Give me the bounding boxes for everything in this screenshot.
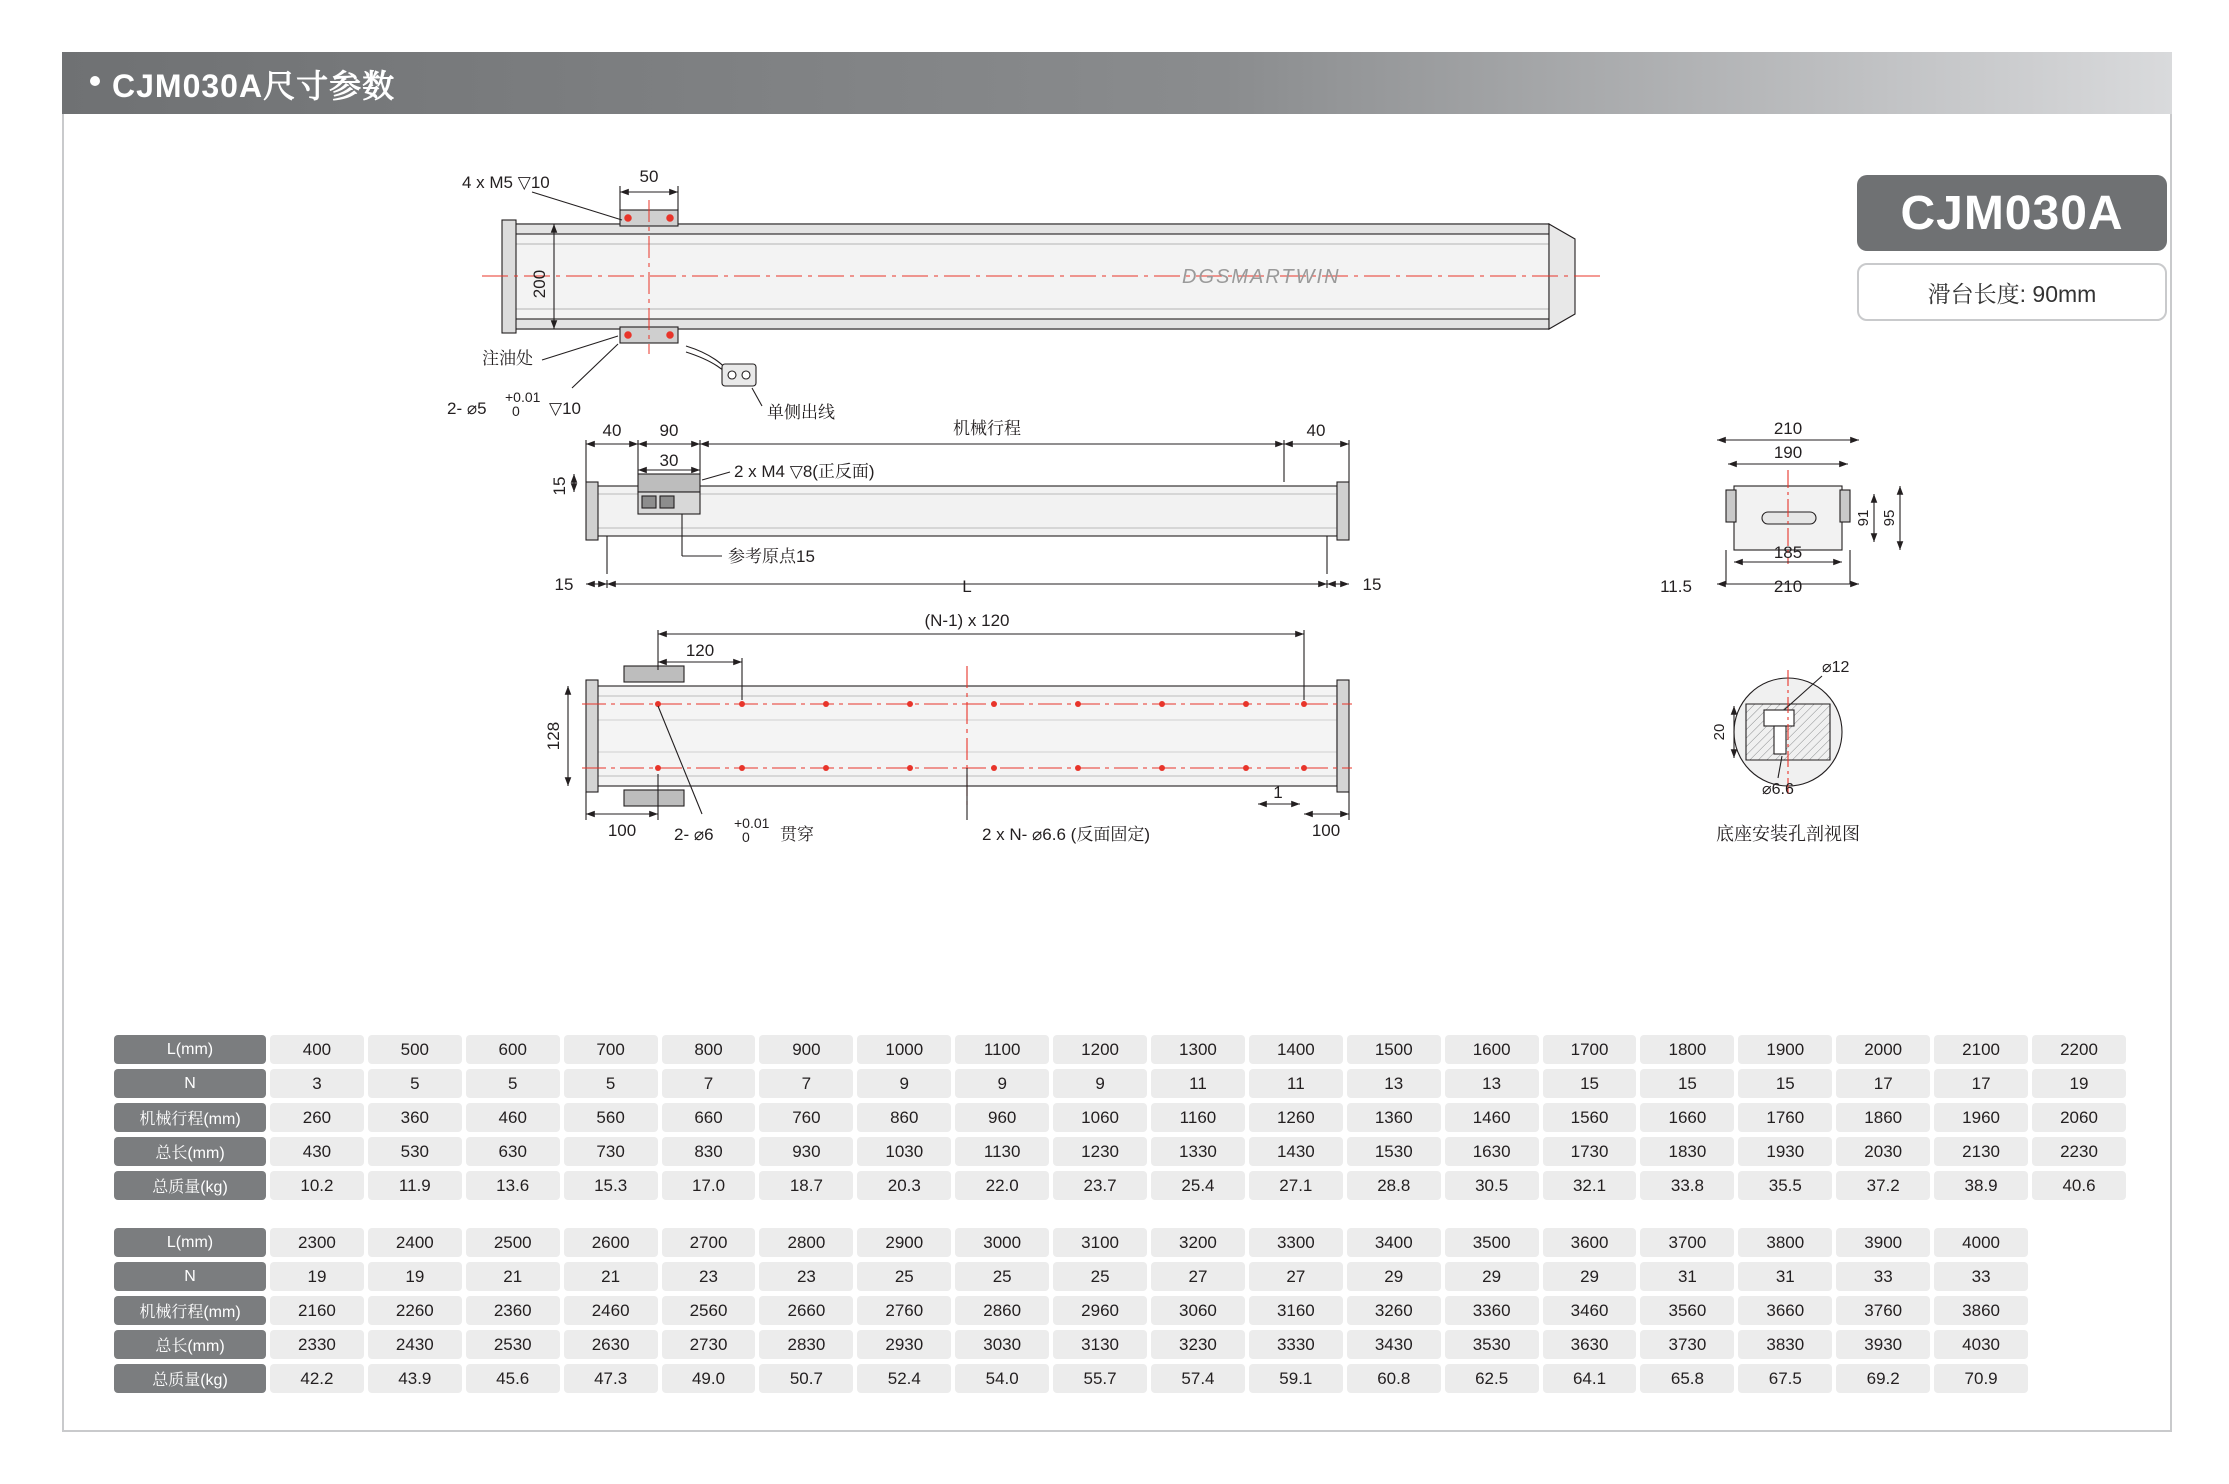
cell: 1030 bbox=[857, 1137, 951, 1166]
dowel-depth: ▽10 bbox=[549, 399, 581, 418]
top-view bbox=[447, 167, 1602, 422]
cell: 64.1 bbox=[1543, 1364, 1637, 1393]
tap-spec: 2 x M4 ▽8(正反面) bbox=[734, 462, 875, 481]
cell: 18.7 bbox=[759, 1171, 853, 1200]
cell: 1330 bbox=[1151, 1137, 1245, 1166]
slider-length-label: 滑台长度: 90mm bbox=[1927, 280, 2097, 307]
cell: 65.8 bbox=[1640, 1364, 1734, 1393]
pitch-formula: (N-1) x 120 bbox=[924, 611, 1010, 630]
row-header-l: L(mm) bbox=[114, 1035, 266, 1064]
cell: 17 bbox=[1934, 1069, 2028, 1098]
cell: 1700 bbox=[1543, 1035, 1637, 1064]
cell: 560 bbox=[564, 1103, 658, 1132]
cell: 27 bbox=[1151, 1262, 1245, 1291]
cell: 860 bbox=[857, 1103, 951, 1132]
cell: 260 bbox=[270, 1103, 364, 1132]
page-title: CJM030A尺寸参数 bbox=[112, 68, 396, 104]
row-header-n: N bbox=[114, 1262, 266, 1291]
cell: 5 bbox=[466, 1069, 560, 1098]
cell: 31 bbox=[1640, 1262, 1734, 1291]
cell: 2630 bbox=[564, 1330, 658, 1359]
cell: 3160 bbox=[1249, 1296, 1343, 1325]
cell: 45.6 bbox=[466, 1364, 560, 1393]
cell: 900 bbox=[759, 1035, 853, 1064]
cell: 3330 bbox=[1249, 1330, 1343, 1359]
cell: 460 bbox=[466, 1103, 560, 1132]
cell: 2530 bbox=[466, 1330, 560, 1359]
cell: 2660 bbox=[759, 1296, 853, 1325]
pin-tol-lower: 0 bbox=[742, 829, 750, 845]
cell: 13 bbox=[1347, 1069, 1441, 1098]
cell: 9 bbox=[1053, 1069, 1147, 1098]
cell: 38.9 bbox=[1934, 1171, 2028, 1200]
cell: 25 bbox=[1053, 1262, 1147, 1291]
row-header-total-length: 总长(mm) bbox=[114, 1330, 266, 1359]
cell: 2060 bbox=[2032, 1103, 2126, 1132]
cell: 3660 bbox=[1738, 1296, 1832, 1325]
spec-table-1 bbox=[110, 1030, 2130, 1205]
cell: 2460 bbox=[564, 1296, 658, 1325]
cell: 3730 bbox=[1640, 1330, 1734, 1359]
cell: 360 bbox=[368, 1103, 462, 1132]
cell: 11 bbox=[1249, 1069, 1343, 1098]
row-header-mass: 总质量(kg) bbox=[114, 1171, 266, 1200]
cell: 52.4 bbox=[857, 1364, 951, 1393]
cell: 1500 bbox=[1347, 1035, 1441, 1064]
cell: 23 bbox=[759, 1262, 853, 1291]
cell: 3900 bbox=[1836, 1228, 1930, 1257]
section-caption: 底座安装孔剖视图 bbox=[1716, 824, 1860, 844]
cell: 2860 bbox=[955, 1296, 1049, 1325]
cell: 1930 bbox=[1738, 1137, 1832, 1166]
cell: 37.2 bbox=[1836, 1171, 1930, 1200]
cell: 2130 bbox=[1934, 1137, 2028, 1166]
cell: 3100 bbox=[1053, 1228, 1147, 1257]
cell: 400 bbox=[270, 1035, 364, 1064]
cell: 2960 bbox=[1053, 1296, 1147, 1325]
cell: 15.3 bbox=[564, 1171, 658, 1200]
cell: 1530 bbox=[1347, 1137, 1441, 1166]
dim-100-right: 100 bbox=[1311, 821, 1341, 840]
cell: 760 bbox=[759, 1103, 853, 1132]
dim-190: 190 bbox=[1773, 443, 1803, 462]
pin-hole-label: 2- ⌀6 bbox=[674, 825, 714, 844]
cell: 530 bbox=[368, 1137, 462, 1166]
cell: 2700 bbox=[662, 1228, 756, 1257]
oil-port-label: 注油处 bbox=[482, 349, 533, 368]
cell: 1260 bbox=[1249, 1103, 1343, 1132]
spec-tables bbox=[110, 1030, 2130, 1398]
cell: 2260 bbox=[368, 1296, 462, 1325]
pin-through-label: 贯穿 bbox=[780, 825, 814, 844]
table-row bbox=[114, 1330, 2126, 1359]
cell: 1860 bbox=[1836, 1103, 1930, 1132]
cell: 2160 bbox=[270, 1296, 364, 1325]
dim-40-right: 40 bbox=[1306, 421, 1326, 440]
cell: 2200 bbox=[2032, 1035, 2126, 1064]
cell: 1130 bbox=[955, 1137, 1049, 1166]
dim-30: 30 bbox=[659, 451, 679, 470]
cell: 28.8 bbox=[1347, 1171, 1441, 1200]
cell: 1730 bbox=[1543, 1137, 1637, 1166]
cell: 3300 bbox=[1249, 1228, 1343, 1257]
cell: 3800 bbox=[1738, 1228, 1832, 1257]
dim-15-bottom-right: 15 bbox=[1362, 575, 1382, 594]
dim-15-bottom-left: 15 bbox=[554, 575, 574, 594]
table-row bbox=[114, 1171, 2126, 1200]
cell: 11 bbox=[1151, 1069, 1245, 1098]
cell: 600 bbox=[466, 1035, 560, 1064]
cell: 1430 bbox=[1249, 1137, 1343, 1166]
cell: 25 bbox=[955, 1262, 1049, 1291]
cell: 13.6 bbox=[466, 1171, 560, 1200]
cell: 500 bbox=[368, 1035, 462, 1064]
cell: 4030 bbox=[1934, 1330, 2028, 1359]
cell: 1460 bbox=[1445, 1103, 1539, 1132]
dia-6-6: ⌀6.6 bbox=[1762, 781, 1794, 798]
cell: 17.0 bbox=[662, 1171, 756, 1200]
front-view bbox=[550, 419, 1381, 596]
cell: 29 bbox=[1543, 1262, 1637, 1291]
dim-90: 90 bbox=[659, 421, 679, 440]
cell: 23.7 bbox=[1053, 1171, 1147, 1200]
table-row bbox=[114, 1296, 2126, 1325]
row-header-mass: 总质量(kg) bbox=[114, 1364, 266, 1393]
cell: 2730 bbox=[662, 1330, 756, 1359]
cell: 2560 bbox=[662, 1296, 756, 1325]
dim-95: 95 bbox=[1881, 509, 1898, 527]
cell: 50.7 bbox=[759, 1364, 853, 1393]
cell: 47.3 bbox=[564, 1364, 658, 1393]
cell: 730 bbox=[564, 1137, 658, 1166]
cell: 33 bbox=[1836, 1262, 1930, 1291]
stroke-label: 机械行程 bbox=[953, 419, 1021, 438]
cell: 2900 bbox=[857, 1228, 951, 1257]
cell: 1660 bbox=[1640, 1103, 1734, 1132]
cell: 29 bbox=[1445, 1262, 1539, 1291]
table-row bbox=[114, 1364, 2126, 1393]
section-header bbox=[62, 52, 2172, 114]
row-header-total-length: 总长(mm) bbox=[114, 1137, 266, 1166]
cell: 59.1 bbox=[1249, 1364, 1343, 1393]
cell: 7 bbox=[759, 1069, 853, 1098]
spec-table-2 bbox=[110, 1223, 2130, 1398]
cell: 830 bbox=[662, 1137, 756, 1166]
dim-11-5: 11.5 bbox=[1660, 577, 1692, 596]
dim-1: 1 bbox=[1273, 783, 1283, 802]
cell-empty bbox=[2032, 1330, 2126, 1359]
cell: 2100 bbox=[1934, 1035, 2028, 1064]
row-header-l: L(mm) bbox=[114, 1228, 266, 1257]
cell: 19 bbox=[2032, 1069, 2126, 1098]
cell: 22.0 bbox=[955, 1171, 1049, 1200]
cell: 2800 bbox=[759, 1228, 853, 1257]
cell: 1600 bbox=[1445, 1035, 1539, 1064]
cell: 27.1 bbox=[1249, 1171, 1343, 1200]
cell: 2330 bbox=[270, 1330, 364, 1359]
cell: 3460 bbox=[1543, 1296, 1637, 1325]
section-view bbox=[1711, 659, 1860, 844]
table-row bbox=[114, 1069, 2126, 1098]
cell: 23 bbox=[662, 1262, 756, 1291]
cell: 31 bbox=[1738, 1262, 1832, 1291]
cell: 3560 bbox=[1640, 1296, 1734, 1325]
cell: 2400 bbox=[368, 1228, 462, 1257]
cell: 54.0 bbox=[955, 1364, 1049, 1393]
cell: 3760 bbox=[1836, 1296, 1930, 1325]
cell: 25.4 bbox=[1151, 1171, 1245, 1200]
pin-tol-upper: +0.01 bbox=[734, 815, 770, 831]
cell: 1060 bbox=[1053, 1103, 1147, 1132]
row-header-stroke: 机械行程(mm) bbox=[114, 1103, 266, 1132]
cell-empty bbox=[2032, 1364, 2126, 1393]
cell: 2430 bbox=[368, 1330, 462, 1359]
cell: 33.8 bbox=[1640, 1171, 1734, 1200]
cell: 800 bbox=[662, 1035, 756, 1064]
cell: 2030 bbox=[1836, 1137, 1930, 1166]
cell: 60.8 bbox=[1347, 1364, 1441, 1393]
cell: 3060 bbox=[1151, 1296, 1245, 1325]
cell: 3630 bbox=[1543, 1330, 1637, 1359]
cell: 3830 bbox=[1738, 1330, 1832, 1359]
dim-210-bottom: 210 bbox=[1773, 577, 1803, 596]
cell: 30.5 bbox=[1445, 1171, 1539, 1200]
cell: 3430 bbox=[1347, 1330, 1441, 1359]
cell: 1960 bbox=[1934, 1103, 2028, 1132]
cell: 1360 bbox=[1347, 1103, 1441, 1132]
cell: 10.2 bbox=[270, 1171, 364, 1200]
cell: 57.4 bbox=[1151, 1364, 1245, 1393]
cell: 3360 bbox=[1445, 1296, 1539, 1325]
cell: 15 bbox=[1738, 1069, 1832, 1098]
cell: 43.9 bbox=[368, 1364, 462, 1393]
row-header-n: N bbox=[114, 1069, 266, 1098]
cell-empty bbox=[2032, 1262, 2126, 1291]
cell: 2500 bbox=[466, 1228, 560, 1257]
cell: 1800 bbox=[1640, 1035, 1734, 1064]
cell: 3230 bbox=[1151, 1330, 1245, 1359]
cell: 1230 bbox=[1053, 1137, 1147, 1166]
cell: 7 bbox=[662, 1069, 756, 1098]
cell: 17 bbox=[1836, 1069, 1930, 1098]
cell: 1830 bbox=[1640, 1137, 1734, 1166]
cell: 1560 bbox=[1543, 1103, 1637, 1132]
cell: 2600 bbox=[564, 1228, 658, 1257]
cell: 1900 bbox=[1738, 1035, 1832, 1064]
cell: 33 bbox=[1934, 1262, 2028, 1291]
cell: 3200 bbox=[1151, 1228, 1245, 1257]
cell: 2360 bbox=[466, 1296, 560, 1325]
bullet-icon bbox=[90, 76, 100, 86]
cell: 9 bbox=[955, 1069, 1049, 1098]
cell: 11.9 bbox=[368, 1171, 462, 1200]
cell: 2830 bbox=[759, 1330, 853, 1359]
dim-40-left: 40 bbox=[602, 421, 622, 440]
cell: 69.2 bbox=[1836, 1364, 1930, 1393]
cell-empty bbox=[2032, 1228, 2126, 1257]
cell: 49.0 bbox=[662, 1364, 756, 1393]
cell: 2760 bbox=[857, 1296, 951, 1325]
cell: 21 bbox=[564, 1262, 658, 1291]
dim-210-top: 210 bbox=[1773, 419, 1803, 438]
screw-spec: 4 x M5 ▽10 bbox=[462, 173, 550, 192]
cell: 19 bbox=[368, 1262, 462, 1291]
cell: 3700 bbox=[1640, 1228, 1734, 1257]
cell: 3130 bbox=[1053, 1330, 1147, 1359]
table-row bbox=[114, 1228, 2126, 1257]
row-header-stroke: 机械行程(mm) bbox=[114, 1296, 266, 1325]
reference-origin-label: 参考原点15 bbox=[728, 547, 815, 566]
technical-drawing bbox=[62, 114, 2172, 1000]
cell: 70.9 bbox=[1934, 1364, 2028, 1393]
dim-185: 185 bbox=[1773, 543, 1803, 562]
cell: 1630 bbox=[1445, 1137, 1539, 1166]
cell: 700 bbox=[564, 1035, 658, 1064]
cell: 3030 bbox=[955, 1330, 1049, 1359]
cell-empty bbox=[2032, 1296, 2126, 1325]
brand-text: DGSMARTWIN bbox=[1182, 266, 1341, 288]
cell: 13 bbox=[1445, 1069, 1539, 1098]
cell: 1000 bbox=[857, 1035, 951, 1064]
cell: 20.3 bbox=[857, 1171, 951, 1200]
cell: 32.1 bbox=[1543, 1171, 1637, 1200]
cell: 1160 bbox=[1151, 1103, 1245, 1132]
cell: 1760 bbox=[1738, 1103, 1832, 1132]
cell: 630 bbox=[466, 1137, 560, 1166]
cell: 2230 bbox=[2032, 1137, 2126, 1166]
cell: 9 bbox=[857, 1069, 951, 1098]
dowel-hole-label: 2- ⌀5 bbox=[447, 399, 487, 418]
cell: 3860 bbox=[1934, 1296, 2028, 1325]
cell: 3930 bbox=[1836, 1330, 1930, 1359]
cell: 21 bbox=[466, 1262, 560, 1291]
side-view bbox=[1660, 419, 1900, 596]
cell: 15 bbox=[1640, 1069, 1734, 1098]
cell: 55.7 bbox=[1053, 1364, 1147, 1393]
table-row bbox=[114, 1103, 2126, 1132]
cell: 2000 bbox=[1836, 1035, 1930, 1064]
model-name: CJM030A bbox=[1900, 186, 2124, 240]
cell: 1300 bbox=[1151, 1035, 1245, 1064]
dim-128: 128 bbox=[544, 721, 563, 751]
cell: 3 bbox=[270, 1069, 364, 1098]
dim-15-left: 15 bbox=[550, 476, 569, 496]
cable-outlet-label: 单侧出线 bbox=[767, 403, 835, 422]
dia-12: ⌀12 bbox=[1822, 659, 1850, 676]
mount-holes-label: 2 x N- ⌀6.6 (反面固定) bbox=[982, 825, 1150, 844]
cell: 5 bbox=[368, 1069, 462, 1098]
cell: 960 bbox=[955, 1103, 1049, 1132]
cell: 67.5 bbox=[1738, 1364, 1832, 1393]
cell: 62.5 bbox=[1445, 1364, 1539, 1393]
dim-120: 120 bbox=[685, 641, 715, 660]
table-row bbox=[114, 1137, 2126, 1166]
table-row bbox=[114, 1035, 2126, 1064]
dowel-tol-upper: +0.01 bbox=[505, 389, 541, 405]
cell: 930 bbox=[759, 1137, 853, 1166]
cell: 42.2 bbox=[270, 1364, 364, 1393]
cell: 3500 bbox=[1445, 1228, 1539, 1257]
cell: 40.6 bbox=[2032, 1171, 2126, 1200]
cell: 660 bbox=[662, 1103, 756, 1132]
cell: 430 bbox=[270, 1137, 364, 1166]
cell: 3530 bbox=[1445, 1330, 1539, 1359]
cell: 27 bbox=[1249, 1262, 1343, 1291]
cell: 1400 bbox=[1249, 1035, 1343, 1064]
cell: 4000 bbox=[1934, 1228, 2028, 1257]
table-row bbox=[114, 1262, 2126, 1291]
cell: 3600 bbox=[1543, 1228, 1637, 1257]
dim-100-left: 100 bbox=[607, 821, 637, 840]
dowel-tol-lower: 0 bbox=[512, 403, 520, 419]
cell: 1200 bbox=[1053, 1035, 1147, 1064]
cell: 25 bbox=[857, 1262, 951, 1291]
cell: 5 bbox=[564, 1069, 658, 1098]
cell: 2930 bbox=[857, 1330, 951, 1359]
dim-50: 50 bbox=[639, 167, 659, 186]
cell: 3260 bbox=[1347, 1296, 1441, 1325]
cell: 3400 bbox=[1347, 1228, 1441, 1257]
cell: 1100 bbox=[955, 1035, 1049, 1064]
total-length-label: L bbox=[962, 577, 972, 596]
cell: 35.5 bbox=[1738, 1171, 1832, 1200]
dim-91: 91 bbox=[1855, 509, 1872, 527]
dim-20: 20 bbox=[1711, 723, 1728, 741]
dim-200: 200 bbox=[530, 269, 549, 299]
cell: 15 bbox=[1543, 1069, 1637, 1098]
bottom-view bbox=[544, 611, 1352, 845]
cell: 29 bbox=[1347, 1262, 1441, 1291]
cell: 2300 bbox=[270, 1228, 364, 1257]
cell: 3000 bbox=[955, 1228, 1049, 1257]
cell: 19 bbox=[270, 1262, 364, 1291]
